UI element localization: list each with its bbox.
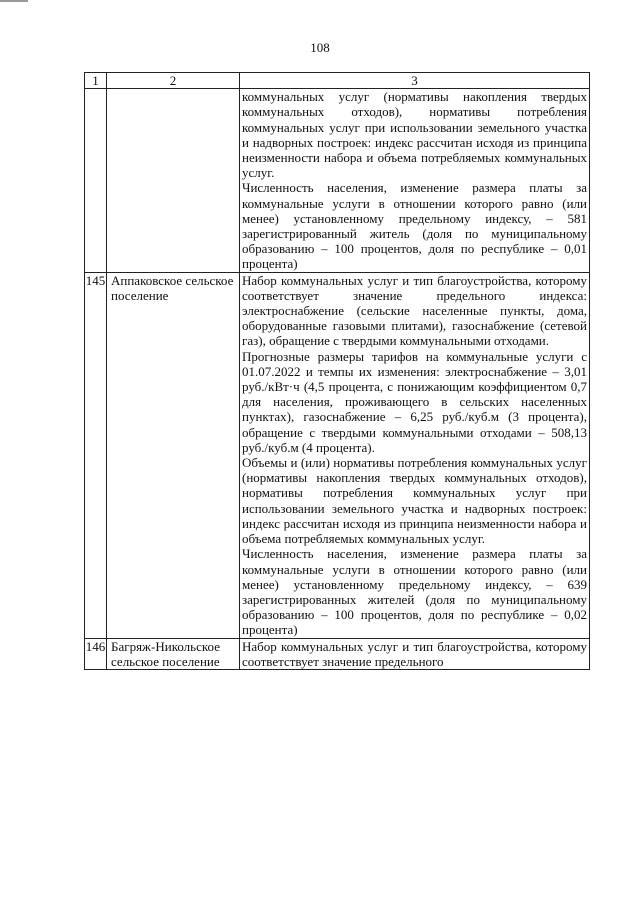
paragraph: коммунальных услуг (нормативы накопления твердых коммунальных отходов), нормативы потребления коммунальных услуг при использовании земельного участка и надворных построек: индекс рассчитан исходя из принципа неизменности набора и объема потребляемых коммунальных услуг.: [242, 89, 587, 181]
paragraph: Численность населения, изменение размера платы за коммунальные услуги в отношении которого равно (или менее) установленному предельному индексу, – 639 зарегистрированных жителей (доля по муниципальному образованию – 100 процентов, доля по республике – 0,02 процента): [242, 546, 587, 638]
paragraph: Набор коммунальных услуг и тип благоустройства, которому соответствует значение предельного индекса: электроснабжение (сельские населенные пункты, дома, оборудованные газовыми плитами), газоснабжение (сетевой газ), обращение с твердыми коммунальными отходами.: [242, 272, 587, 349]
settlement-name: [107, 89, 240, 272]
header-col-1: 1: [85, 73, 107, 89]
paragraph: Объемы и (или) нормативы потребления коммунальных услуг (нормативы накопления твердых коммунальных отходов), нормативы потребления коммунальных услуг при использовании земельного участка и надворных построек: индекс рассчитан исходя из принципа неизменности набора и объема потребляемых коммунальных услуг.: [242, 455, 587, 547]
settlement-name: Багряж-Никольское сельское поселение: [107, 638, 240, 669]
table-row: [85, 272, 590, 638]
scan-corner-mark: [0, 0, 28, 2]
row-description: [240, 89, 590, 272]
table-header-row: [85, 73, 590, 89]
header-col-3: 3: [240, 73, 590, 89]
row-number: 146: [85, 638, 107, 669]
row-description: [240, 638, 590, 669]
table-row: [85, 638, 590, 669]
paragraph: Набор коммунальных услуг и тип благоустройства, которому соответствует значение предельного: [242, 638, 587, 669]
page-number: 108: [310, 40, 330, 55]
settlement-name: Аппаковское сельское поселение: [107, 272, 240, 638]
table-row: [85, 89, 590, 272]
header-col-2: 2: [107, 73, 240, 89]
row-number: 145: [85, 272, 107, 638]
tariff-table: [84, 72, 590, 670]
paragraph: Численность населения, изменение размера платы за коммунальные услуги в отношении которого равно (или менее) установленному предельному индексу, – 581 зарегистрированный житель (доля по муниципальному образованию – 100 процентов, доля по республике – 0,01 процента): [242, 180, 587, 272]
paragraph: Прогнозные размеры тарифов на коммунальные услуги с 01.07.2022 и темпы их изменения: электроснабжение – 3,01 руб./кВт·ч (4,5 процента, с понижающим коэффициентом 0,7 для населения, проживающего в сельских населенных пунктах), газоснабжение – 6,25 руб./куб.м (3 процента), обращение с твердыми коммунальными отходами – 508,13 руб./куб.м (4 процента).: [242, 348, 587, 455]
row-number: [85, 89, 107, 272]
row-description: [240, 272, 590, 638]
